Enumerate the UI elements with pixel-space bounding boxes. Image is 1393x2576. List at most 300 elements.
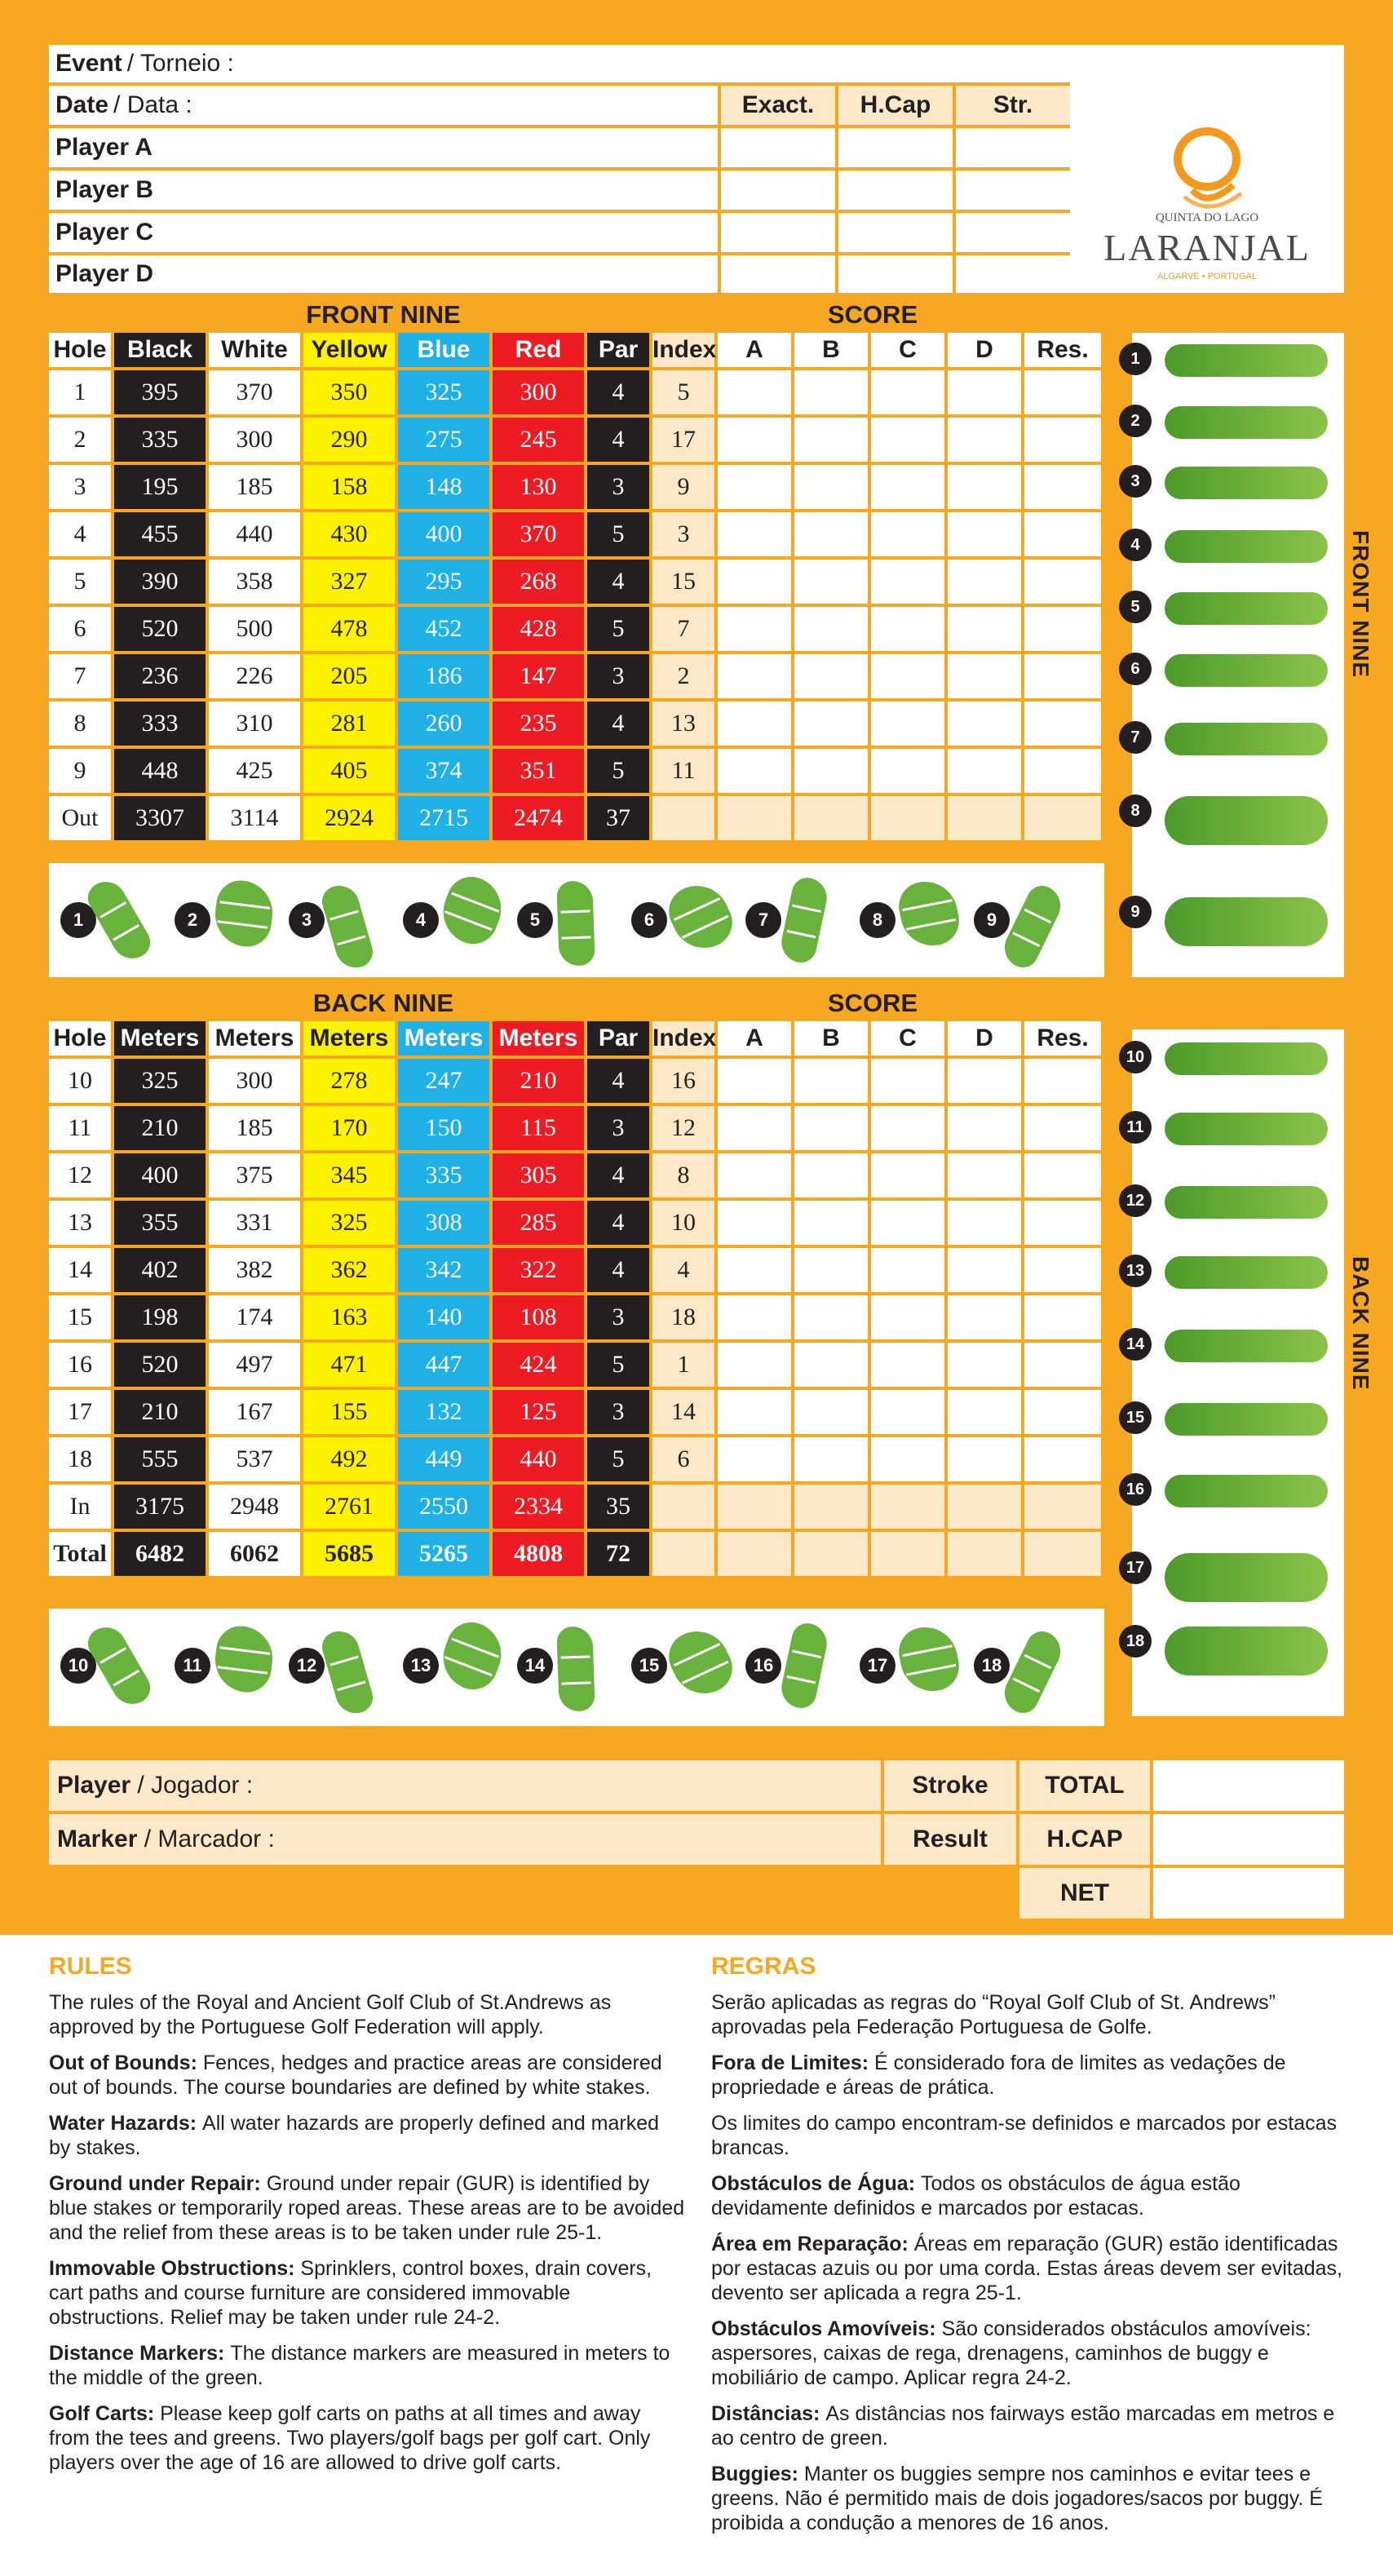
exact-header: Exact. xyxy=(718,86,835,125)
score-cell[interactable] xyxy=(948,1343,1024,1390)
score-cell[interactable] xyxy=(948,702,1024,749)
rules-intro: The rules of the Royal and Ancient Golf Club of St.Andrews as approved by the Portuguese Golf Federation will apply. xyxy=(49,1991,612,2038)
rule-term: Buggies: xyxy=(711,2463,804,2485)
yardage-cell: 4 xyxy=(587,1153,652,1201)
hole-number: 8 xyxy=(49,702,114,749)
score-cell[interactable] xyxy=(948,1201,1024,1248)
score-cell[interactable] xyxy=(718,1201,794,1248)
yardage-cell: 455 xyxy=(114,512,209,560)
score-cell[interactable] xyxy=(871,1059,948,1106)
column-header: Hole xyxy=(49,1021,114,1059)
score-cell[interactable] xyxy=(871,512,948,560)
score-cell[interactable] xyxy=(948,654,1024,702)
score-cell[interactable] xyxy=(718,654,794,702)
green-diagram-icon xyxy=(661,1621,740,1704)
yardage-cell: 331 xyxy=(209,1201,303,1248)
net-field[interactable] xyxy=(1153,1868,1344,1919)
yardage-cell: 205 xyxy=(303,654,398,702)
rule-item xyxy=(49,2171,685,2245)
yardage-cell: 402 xyxy=(114,1248,209,1295)
column-header: C xyxy=(871,333,948,370)
green-hole-number-icon: 10 xyxy=(60,1648,96,1684)
summary-cell: 5265 xyxy=(398,1532,493,1579)
summary-cell: 2948 xyxy=(209,1485,303,1532)
score-cell[interactable] xyxy=(1024,418,1104,465)
green-diagram-icon xyxy=(661,875,740,958)
summary-label: Out xyxy=(49,796,114,843)
green-hole-number-icon: 8 xyxy=(860,902,896,938)
yardage-cell: 471 xyxy=(303,1343,398,1390)
yardage-cell: 305 xyxy=(493,1153,587,1201)
score-cell[interactable] xyxy=(794,1059,871,1106)
hole-map-fairway-icon xyxy=(1165,530,1328,563)
green-diagram-icon xyxy=(319,1627,377,1718)
rules-portuguese xyxy=(711,1953,1344,2547)
score-cell[interactable] xyxy=(718,1153,794,1201)
hole-row xyxy=(49,1295,1104,1343)
score-cell[interactable] xyxy=(948,560,1024,607)
date-row[interactable] xyxy=(49,86,1070,125)
green-hole-number-icon: 4 xyxy=(403,902,439,938)
rule-item xyxy=(711,2401,1344,2450)
rule-text: Manter os buggies sempre nos caminhos e evitar tees e greens. Não é permitido mais de dois jogadores/sacos por buggy. É proibida a condução a menores de 16 anos. xyxy=(711,2463,1323,2534)
score-cell[interactable] xyxy=(794,418,871,465)
score-cell[interactable] xyxy=(871,1295,948,1343)
yardage-cell: 174 xyxy=(209,1295,303,1343)
score-total-cell[interactable] xyxy=(871,796,948,843)
score-cell[interactable] xyxy=(871,1343,948,1390)
score-cell[interactable] xyxy=(948,1059,1024,1106)
logo-sub-text: ALGARVE • PORTUGAL xyxy=(1156,272,1258,281)
yardage-cell: 295 xyxy=(398,560,493,607)
event-row[interactable] xyxy=(49,45,1070,82)
summary-cell: 6062 xyxy=(209,1532,303,1579)
score-cell[interactable] xyxy=(794,1106,871,1153)
rule-text: Áreas em reparação (GUR) estão identificadas por estacas azuis ou por uma corda. Estas áreas devem ser evitadas, devento ser aplicada a regra 25-1. xyxy=(711,2233,1342,2304)
score-total-cell[interactable] xyxy=(1024,1532,1104,1579)
score-cell[interactable] xyxy=(1024,1248,1104,1295)
yardage-cell: 186 xyxy=(398,654,493,702)
score-total-cell[interactable] xyxy=(718,796,794,843)
score-cell[interactable] xyxy=(1024,560,1104,607)
yardage-cell: 235 xyxy=(493,702,587,749)
marcador-field[interactable]: Marker / Marcador : xyxy=(49,1814,881,1865)
event-label: Event xyxy=(55,50,122,77)
rule-item xyxy=(711,2462,1344,2535)
yardage-cell: 400 xyxy=(398,512,493,560)
marker-footer-row xyxy=(49,1814,1344,1865)
stroke-label: Stroke xyxy=(884,1760,1016,1811)
column-header: D xyxy=(948,333,1024,370)
hole-map-number-icon: 2 xyxy=(1119,405,1152,437)
green-hole-number-icon: 16 xyxy=(745,1648,781,1684)
score-cell[interactable] xyxy=(718,1295,794,1343)
column-header: A xyxy=(718,1021,794,1059)
yardage-cell: 16 xyxy=(652,1059,718,1106)
score-cell[interactable] xyxy=(1024,465,1104,512)
rule-term: Immovable Obstructions: xyxy=(49,2257,301,2280)
score-cell[interactable] xyxy=(1024,1153,1104,1201)
column-header: Meters xyxy=(398,1021,493,1059)
score-cell[interactable] xyxy=(1024,370,1104,418)
yardage-cell: 132 xyxy=(398,1390,493,1437)
yardage-cell: 5 xyxy=(587,749,652,796)
score-cell[interactable] xyxy=(871,1201,948,1248)
score-total-cell[interactable] xyxy=(871,1485,948,1532)
rule-text: Fences, hedges and practice areas are considered out of bounds. The course boundaries are defined by white stakes. xyxy=(49,2052,662,2099)
score-cell[interactable] xyxy=(871,418,948,465)
score-cell[interactable] xyxy=(871,465,948,512)
column-header: Red xyxy=(493,333,587,370)
back-score-title: SCORE xyxy=(827,989,918,1017)
net-footer-row xyxy=(1019,1868,1344,1919)
score-cell[interactable] xyxy=(948,512,1024,560)
hole-number: 15 xyxy=(49,1295,114,1343)
hole-map-fairway-icon xyxy=(1165,1403,1328,1436)
score-cell[interactable] xyxy=(871,654,948,702)
score-cell[interactable] xyxy=(871,1153,948,1201)
green-hole-number-icon: 18 xyxy=(974,1648,1010,1684)
yardage-cell: 3 xyxy=(587,1295,652,1343)
result-label: Result xyxy=(884,1814,1016,1865)
yardage-cell: 5 xyxy=(587,1437,652,1485)
score-cell[interactable] xyxy=(1024,512,1104,560)
yardage-cell: 3 xyxy=(652,512,718,560)
score-total-cell[interactable] xyxy=(948,1485,1024,1532)
front-score-title: SCORE xyxy=(827,300,918,329)
summary-index-cell xyxy=(652,1532,718,1579)
green-hole-number-icon: 5 xyxy=(517,902,553,938)
score-cell[interactable] xyxy=(794,1248,871,1295)
hole-map-number-icon: 10 xyxy=(1119,1041,1152,1073)
rule-item xyxy=(711,2232,1344,2305)
score-cell[interactable] xyxy=(718,1106,794,1153)
hole-row xyxy=(49,418,1104,465)
hole-map-number-icon: 18 xyxy=(1119,1625,1152,1658)
rule-item xyxy=(49,2051,685,2100)
yardage-cell: 351 xyxy=(493,749,587,796)
event-label-pt: / Torneio : xyxy=(126,50,234,77)
yardage-cell: 500 xyxy=(209,607,303,654)
yardage-cell: 335 xyxy=(398,1153,493,1201)
score-total-cell[interactable] xyxy=(794,796,871,843)
yardage-cell: 325 xyxy=(303,1201,398,1248)
score-cell[interactable] xyxy=(718,749,794,796)
score-cell[interactable] xyxy=(718,1437,794,1485)
score-cell[interactable] xyxy=(948,749,1024,796)
rule-item xyxy=(711,2317,1344,2390)
score-cell[interactable] xyxy=(871,702,948,749)
green-diagram-icon xyxy=(434,1615,511,1697)
total-label: TOTAL xyxy=(1019,1760,1150,1811)
score-cell[interactable] xyxy=(718,512,794,560)
score-cell[interactable] xyxy=(948,607,1024,654)
yardage-cell: 430 xyxy=(303,512,398,560)
score-cell[interactable] xyxy=(948,1437,1024,1485)
hole-number: 11 xyxy=(49,1106,114,1153)
yardage-cell: 400 xyxy=(114,1153,209,1201)
score-total-cell[interactable] xyxy=(1024,1485,1104,1532)
hole-row xyxy=(49,512,1104,560)
score-cell[interactable] xyxy=(871,1106,948,1153)
score-cell[interactable] xyxy=(1024,702,1104,749)
green-hole-number-icon: 13 xyxy=(403,1648,439,1684)
green-hole-number-icon: 2 xyxy=(175,902,210,938)
score-cell[interactable] xyxy=(718,370,794,418)
score-cell[interactable] xyxy=(718,418,794,465)
hole-map-number-icon: 13 xyxy=(1119,1255,1152,1287)
score-cell[interactable] xyxy=(1024,654,1104,702)
yardage-cell: 275 xyxy=(398,418,493,465)
score-cell[interactable] xyxy=(1024,1437,1104,1485)
hole-map-fairway-icon xyxy=(1165,344,1328,377)
score-cell[interactable] xyxy=(794,749,871,796)
score-cell[interactable] xyxy=(794,512,871,560)
yardage-cell: 268 xyxy=(493,560,587,607)
rule-term: Obstáculos Amovíveis: xyxy=(711,2317,942,2340)
score-cell[interactable] xyxy=(871,1437,948,1485)
yardage-cell: 4 xyxy=(587,418,652,465)
score-cell[interactable] xyxy=(794,1201,871,1248)
score-cell[interactable] xyxy=(1024,607,1104,654)
score-total-cell[interactable] xyxy=(948,796,1024,843)
yardage-cell: 4 xyxy=(587,1059,652,1106)
front-nine-title: FRONT NINE xyxy=(306,300,461,329)
yardage-cell: 4 xyxy=(587,702,652,749)
score-cell[interactable] xyxy=(718,1248,794,1295)
green-hole-number-icon: 1 xyxy=(60,902,96,938)
score-cell[interactable] xyxy=(1024,1059,1104,1106)
yardage-cell: 520 xyxy=(114,1343,209,1390)
score-cell[interactable] xyxy=(794,465,871,512)
hole-map-fairway-icon xyxy=(1165,1113,1328,1145)
score-cell[interactable] xyxy=(1024,1106,1104,1153)
column-header: Par xyxy=(587,1021,652,1059)
hcap-field[interactable] xyxy=(1153,1814,1344,1865)
rule-term: Distance Markers: xyxy=(49,2342,231,2365)
score-cell[interactable] xyxy=(871,370,948,418)
score-cell[interactable] xyxy=(948,1295,1024,1343)
hole-number: 4 xyxy=(49,512,114,560)
header-row xyxy=(49,333,1104,370)
rule-text: Please keep golf carts on paths at all times and away from the tees and greens. Two players/golf bags per golf cart. Only players over the age of 16 are allowed to drive golf carts. xyxy=(49,2402,651,2474)
yardage-cell: 185 xyxy=(209,1106,303,1153)
hole-row xyxy=(49,654,1104,702)
yardage-cell: 18 xyxy=(652,1295,718,1343)
score-cell[interactable] xyxy=(871,560,948,607)
hole-map-number-icon: 6 xyxy=(1119,653,1152,685)
hole-number: 2 xyxy=(49,418,114,465)
score-cell[interactable] xyxy=(871,749,948,796)
score-cell[interactable] xyxy=(718,465,794,512)
summary-index-cell xyxy=(652,1485,718,1532)
score-cell[interactable] xyxy=(871,1390,948,1437)
score-cell[interactable] xyxy=(794,370,871,418)
score-cell[interactable] xyxy=(794,1343,871,1390)
yardage-cell: 210 xyxy=(114,1106,209,1153)
green-hole-number-icon: 15 xyxy=(631,1648,667,1684)
player-a-row[interactable] xyxy=(49,128,1070,167)
total-field[interactable] xyxy=(1153,1760,1344,1811)
score-cell[interactable] xyxy=(718,1059,794,1106)
yardage-cell: 342 xyxy=(398,1248,493,1295)
score-cell[interactable] xyxy=(1024,1201,1104,1248)
hole-map-number-icon: 14 xyxy=(1119,1328,1152,1361)
column-header: B xyxy=(794,333,871,370)
yardage-cell: 3 xyxy=(587,1106,652,1153)
yardage-cell: 310 xyxy=(209,702,303,749)
column-header: Meters xyxy=(209,1021,303,1059)
rule-term: Out of Bounds: xyxy=(49,2052,203,2074)
hole-row xyxy=(49,1248,1104,1295)
yardage-cell: 210 xyxy=(493,1059,587,1106)
hcap-label: H.CAP xyxy=(1019,1814,1150,1865)
score-total-cell[interactable] xyxy=(794,1532,871,1579)
hole-number: 3 xyxy=(49,465,114,512)
rule-item xyxy=(49,2341,685,2390)
header-row xyxy=(49,1021,1104,1059)
green-diagram-icon xyxy=(895,876,963,951)
yardage-cell: 9 xyxy=(652,465,718,512)
score-total-cell[interactable] xyxy=(718,1532,794,1579)
score-cell[interactable] xyxy=(794,654,871,702)
yardage-cell: 370 xyxy=(493,512,587,560)
score-cell[interactable] xyxy=(948,1106,1024,1153)
hole-row xyxy=(49,560,1104,607)
summary-index-cell xyxy=(652,796,718,843)
hole-map-fairway-icon xyxy=(1165,723,1328,755)
yardage-cell: 170 xyxy=(303,1106,398,1153)
score-total-cell[interactable] xyxy=(718,1485,794,1532)
yardage-cell: 355 xyxy=(114,1201,209,1248)
rule-term: Obstáculos de Água: xyxy=(711,2172,921,2195)
score-cell[interactable] xyxy=(794,1390,871,1437)
column-header: Black xyxy=(114,333,209,370)
score-cell[interactable] xyxy=(794,560,871,607)
back-nine-side-label: BACK NINE xyxy=(1348,1256,1373,1391)
score-total-cell[interactable] xyxy=(948,1532,1024,1579)
yardage-cell: 8 xyxy=(652,1153,718,1201)
yardage-cell: 260 xyxy=(398,702,493,749)
rules-english xyxy=(49,1953,685,2486)
yardage-cell: 478 xyxy=(303,607,398,654)
yardage-cell: 300 xyxy=(209,1059,303,1106)
summary-cell: 3175 xyxy=(114,1485,209,1532)
score-cell[interactable] xyxy=(718,607,794,654)
score-cell[interactable] xyxy=(794,1437,871,1485)
summary-cell: 35 xyxy=(587,1485,652,1532)
score-cell[interactable] xyxy=(871,1248,948,1295)
yardage-cell: 4 xyxy=(587,1201,652,1248)
green-hole-number-icon: 9 xyxy=(974,902,1010,938)
hole-row xyxy=(49,1437,1104,1485)
yardage-cell: 11 xyxy=(652,749,718,796)
score-cell[interactable] xyxy=(794,607,871,654)
score-cell[interactable] xyxy=(1024,1295,1104,1343)
summary-cell: 2924 xyxy=(303,796,398,843)
green-diagram-icon xyxy=(895,1622,963,1697)
column-header: Hole xyxy=(49,333,114,370)
green-diagram-icon xyxy=(556,1626,595,1711)
yardage-cell: 448 xyxy=(114,749,209,796)
player-b-row[interactable] xyxy=(49,170,1070,210)
column-header: Meters xyxy=(493,1021,587,1059)
yardage-cell: 226 xyxy=(209,654,303,702)
score-cell[interactable] xyxy=(718,560,794,607)
rule-text: Os limites do campo encontram-se definidos e marcados por estacas brancas. xyxy=(711,2112,1338,2159)
score-total-cell[interactable] xyxy=(794,1485,871,1532)
hole-row xyxy=(49,1153,1104,1201)
score-cell[interactable] xyxy=(794,1295,871,1343)
hole-number: 18 xyxy=(49,1437,114,1485)
player-c-row[interactable] xyxy=(49,213,1070,252)
green-hole-number-icon: 14 xyxy=(517,1648,553,1684)
score-total-cell[interactable] xyxy=(871,1532,948,1579)
back-nine-table xyxy=(49,1021,1104,1579)
hole-row xyxy=(49,1106,1104,1153)
score-cell[interactable] xyxy=(948,465,1024,512)
green-diagram-icon xyxy=(319,881,377,972)
rule-text: São considerados obstáculos amovíveis: aspersores, caixas de rega, drenagens, caminhos de buggy e mobiliário de campo. Aplicar regra 24-2. xyxy=(711,2317,1311,2389)
score-cell[interactable] xyxy=(1024,1390,1104,1437)
score-cell[interactable] xyxy=(1024,749,1104,796)
jogador-field[interactable]: Player / Jogador : xyxy=(49,1760,881,1811)
column-header: Meters xyxy=(114,1021,209,1059)
yardage-cell: 300 xyxy=(493,370,587,418)
player-d-row[interactable] xyxy=(49,255,1070,293)
score-cell[interactable] xyxy=(871,607,948,654)
yardage-cell: 327 xyxy=(303,560,398,607)
summary-cell: 5685 xyxy=(303,1532,398,1579)
score-cell[interactable] xyxy=(718,702,794,749)
hole-map-fairway-icon xyxy=(1165,467,1328,499)
score-cell[interactable] xyxy=(794,1153,871,1201)
column-header: Index xyxy=(652,1021,718,1059)
yardage-cell: 5 xyxy=(587,1343,652,1390)
yardage-cell: 13 xyxy=(652,702,718,749)
column-header: White xyxy=(209,333,303,370)
yardage-cell: 4 xyxy=(587,1248,652,1295)
rule-item xyxy=(711,2171,1344,2220)
yardage-cell: 3 xyxy=(587,1390,652,1437)
rule-item xyxy=(711,2051,1344,2100)
score-cell[interactable] xyxy=(948,1248,1024,1295)
regras-intro: Serão aplicadas as regras do “Royal Golf Club of St. Andrews” aprovadas pela Federação Portuguesa de Golfe. xyxy=(711,1991,1276,2038)
score-cell[interactable] xyxy=(948,1390,1024,1437)
score-cell[interactable] xyxy=(794,702,871,749)
score-cell[interactable] xyxy=(718,1390,794,1437)
yardage-cell: 325 xyxy=(114,1059,209,1106)
yardage-cell: 5 xyxy=(587,607,652,654)
rule-text: Todos os obstáculos de água estão devidamente definidos e marcados por estacas. xyxy=(711,2172,1240,2220)
yardage-cell: 555 xyxy=(114,1437,209,1485)
hole-map-number-icon: 9 xyxy=(1119,896,1152,928)
hole-map-number-icon: 4 xyxy=(1119,529,1152,561)
hole-number: 10 xyxy=(49,1059,114,1106)
score-cell[interactable] xyxy=(948,1153,1024,1201)
rule-item xyxy=(49,2401,685,2475)
hole-map-number-icon: 8 xyxy=(1119,794,1152,827)
hole-map-fairway-icon xyxy=(1165,654,1328,687)
hole-row xyxy=(49,702,1104,749)
yardage-cell: 236 xyxy=(114,654,209,702)
score-cell[interactable] xyxy=(948,370,1024,418)
score-total-cell[interactable] xyxy=(1024,796,1104,843)
score-cell[interactable] xyxy=(1024,1343,1104,1390)
score-cell[interactable] xyxy=(948,418,1024,465)
score-cell[interactable] xyxy=(718,1343,794,1390)
summary-label: In xyxy=(49,1485,114,1532)
